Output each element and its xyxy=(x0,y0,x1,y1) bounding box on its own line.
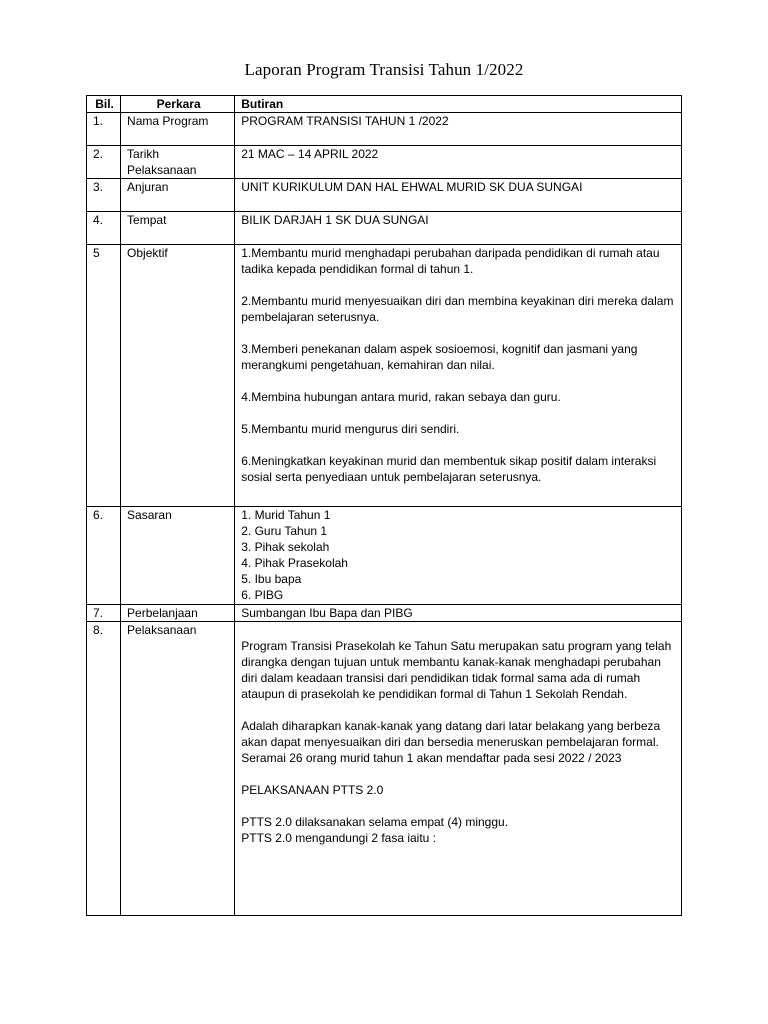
target-item: 6. PIBG xyxy=(241,588,284,602)
row-detail: PROGRAM TRANSISI TAHUN 1 /2022 xyxy=(235,113,682,146)
row-item: Tarikh Pelaksanaan xyxy=(121,146,235,179)
objectives-cell xyxy=(235,245,682,507)
row-detail: UNIT KURIKULUM DAN HAL EHWAL MURID SK DUA SUNGAI xyxy=(235,179,682,212)
target-item: 5. Ibu bapa xyxy=(241,572,302,586)
objective-item: 5.Membantu murid mengurus diri sendiri. xyxy=(241,422,460,436)
row-item: Sasaran xyxy=(121,507,235,605)
objective-item: 4.Membina hubungan antara murid, rakan sebaya dan guru. xyxy=(241,390,561,404)
implementation-line: PTTS 2.0 dilaksanakan selama empat (4) minggu. xyxy=(241,815,509,829)
implementation-paragraph: Adalah diharapkan kanak-kanak yang datang dari latar belakang yang berbeza akan dapat menyesuaikan diri dan bersedia meneruskan pembelajaran formal. Seramai 26 orang murid tahun 1 akan mendaftar pada sesi 2022 / 2023 xyxy=(241,719,661,765)
target-item: 3. Pihak sekolah xyxy=(241,540,330,554)
table-row xyxy=(87,113,682,146)
implementation-heading: PELAKSANAAN PTTS 2.0 xyxy=(241,783,384,797)
objective-item: 2.Membantu murid menyesuaikan diri dan membina keyakinan diri mereka dalam pembelajaran seterusnya. xyxy=(241,294,674,324)
report-table xyxy=(86,95,682,916)
table-header-row xyxy=(87,96,682,113)
document-title: Laporan Program Transisi Tahun 1/2022 xyxy=(244,60,524,79)
row-detail: 21 MAC – 14 APRIL 2022 xyxy=(235,146,682,179)
target-item: 4. Pihak Prasekolah xyxy=(241,556,348,570)
table-row xyxy=(87,146,682,179)
table-row xyxy=(87,605,682,622)
row-item: Objektif xyxy=(121,245,235,507)
targets-cell xyxy=(235,507,682,605)
header-detail: Butiran xyxy=(235,96,682,113)
row-detail: BILIK DARJAH 1 SK DUA SUNGAI xyxy=(235,212,682,245)
target-item: 1. Murid Tahun 1 xyxy=(241,508,331,522)
row-number: 6. xyxy=(87,507,121,605)
row-item: Anjuran xyxy=(121,179,235,212)
objective-item: 6.Meningkatkan keyakinan murid dan membentuk sikap positif dalam interaksi sosial serta penyediaan untuk pembelajaran seterusnya. xyxy=(241,454,657,484)
row-detail: Sumbangan Ibu Bapa dan PIBG xyxy=(235,605,682,622)
row-number: 8. xyxy=(87,622,121,916)
row-item: Pelaksanaan xyxy=(121,622,235,916)
row-number: 1. xyxy=(87,113,121,146)
row-item: Perbelanjaan xyxy=(121,605,235,622)
target-item: 2. Guru Tahun 1 xyxy=(241,524,328,538)
implementation-cell xyxy=(235,622,682,916)
implementation-paragraph: Program Transisi Prasekolah ke Tahun Satu merupakan satu program yang telah dirangka dengan tujuan untuk membantu kanak-kanak menghadapi perubahan diri dalam keadaan transisi dari pendidikan tidak formal sama ada di rumah ataupun di prasekolah ke pendidikan formal di Tahun 1 Sekolah Rendah. xyxy=(241,639,672,701)
row-item: Nama Program xyxy=(121,113,235,146)
table-row xyxy=(87,245,682,507)
header-item: Perkara xyxy=(121,96,235,113)
row-number: 5 xyxy=(87,245,121,507)
objective-item: 3.Memberi penekanan dalam aspek sosioemosi, kognitif dan jasmani yang merangkumi pengetahuan, kemahiran dan nilai. xyxy=(241,342,638,372)
implementation-line: PTTS 2.0 mengandungi 2 fasa iaitu : xyxy=(241,831,437,845)
table-row xyxy=(87,179,682,212)
table-row xyxy=(87,212,682,245)
row-item: Tempat xyxy=(121,212,235,245)
row-number: 3. xyxy=(87,179,121,212)
table-row xyxy=(87,622,682,916)
objective-item: 1.Membantu murid menghadapi perubahan daripada pendidikan di rumah atau tadika kepada pendidikan formal di tahun 1. xyxy=(241,246,660,276)
row-number: 4. xyxy=(87,212,121,245)
table-row xyxy=(87,507,682,605)
header-no: Bil. xyxy=(87,96,121,113)
row-number: 7. xyxy=(87,605,121,622)
row-number: 2. xyxy=(87,146,121,179)
